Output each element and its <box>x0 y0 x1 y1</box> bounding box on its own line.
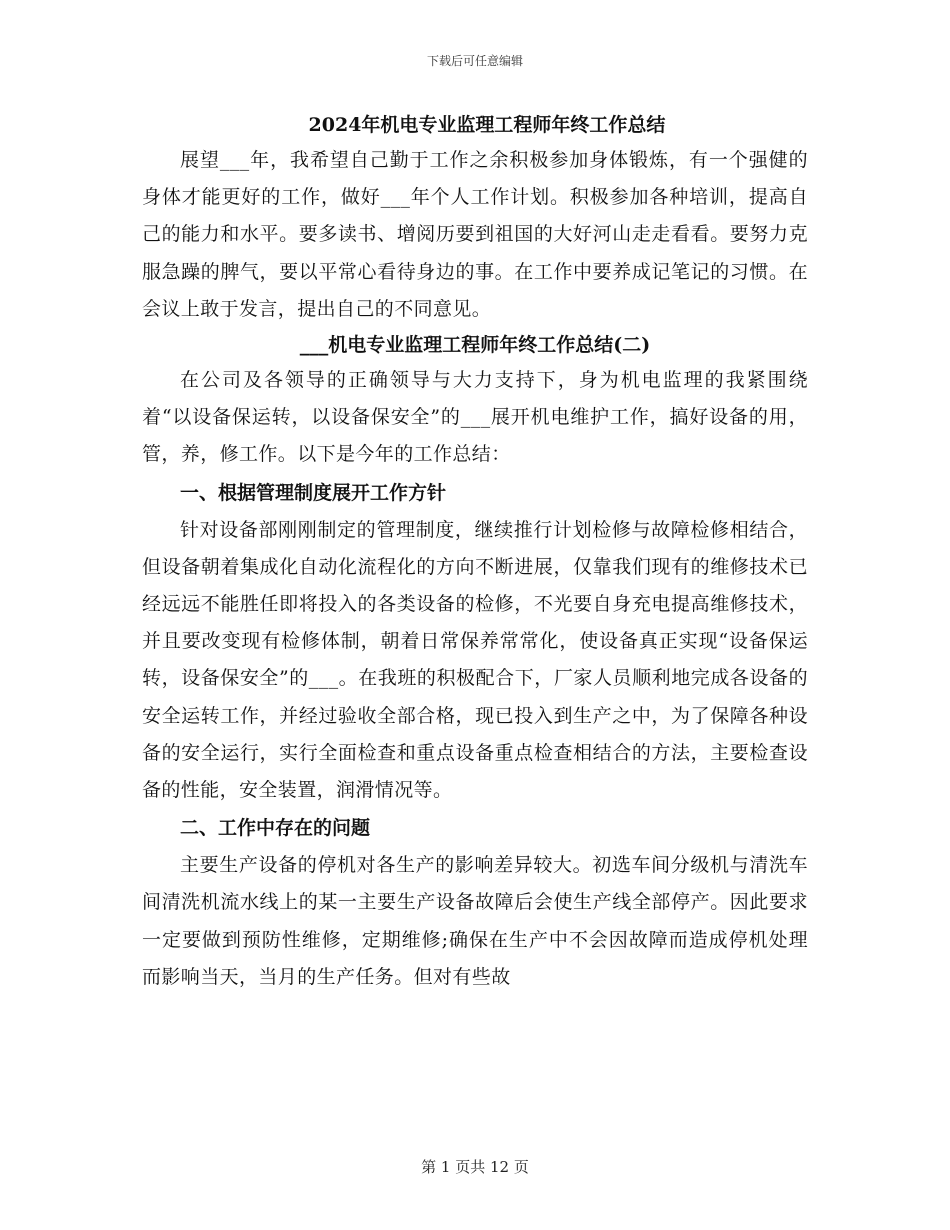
heading-management-policy: 一、根据管理制度展开工作方针 <box>180 481 447 504</box>
paragraph-problems: 主要生产设备的停机对各生产的影响差异较大。初选车间分级机与清洗车间清洗机流水线上的某一主要生产设备故障后会使生产线全部停产。因此要求一定要做到预防性维修，定期维修;确保在生产中不会因故障而造成停机处理而影响当天，当月的生产任务。但对有些故 <box>142 854 808 988</box>
page-number: 第 1 页共 12 页 <box>421 1158 529 1176</box>
paragraph-intro: 在公司及各领导的正确领导与大力支持下，身为机电监理的我紧围绕着“以设备保运转，以设备保安全”的___展开机电维护工作，搞好设备的用，管，养，修工作。以下是今年的工作总结： <box>142 369 808 466</box>
document-title: 2024年机电专业监理工程师年终工作总结 <box>308 114 666 136</box>
document-body <box>142 108 808 996</box>
section-title-two: ___机电专业监理工程师年终工作总结(二) <box>299 334 651 357</box>
paragraph-management: 针对设备部刚刚制定的管理制度，继续推行计划检修与故障检修相结合，但设备朝着集成化自动化流程化的方向不断进展，仅靠我们现有的维修技术已经远远不能胜任即将投入的各类设备的检修，不光要自身充电提高维修技术，并且要改变现有检修体制，朝着日常保养常常化，使设备真正实现“设备保运转，设备保安全”的___。在我班的积极配合下，厂家人员顺利地完成各设备的安全运转工作，并经过验收全部合格，现已投入到生产之中，为了保障各种设备的安全运行，实行全面检查和重点设备重点检查相结合的方法，主要检查设备的性能，安全装置，润滑情况等。 <box>142 518 808 802</box>
header-note: 下载后可任意编辑 <box>426 54 523 68</box>
heading-problems: 二、工作中存在的问题 <box>180 817 371 840</box>
paragraph-outlook: 展望___年，我希望自己勤于工作之余积极参加身体锻炼，有一个强健的身体才能更好的工作，做好___年个人工作计划。积极参加各种培训，提高自己的能力和水平。要多读书、增阅历要到祖国的大好河山走走看看。要努力克服急躁的脾气，要以平常心看待身边的事。在工作中要养成记笔记的习惯。在会议上敢于发言，提出自己的不同意见。 <box>142 149 808 320</box>
